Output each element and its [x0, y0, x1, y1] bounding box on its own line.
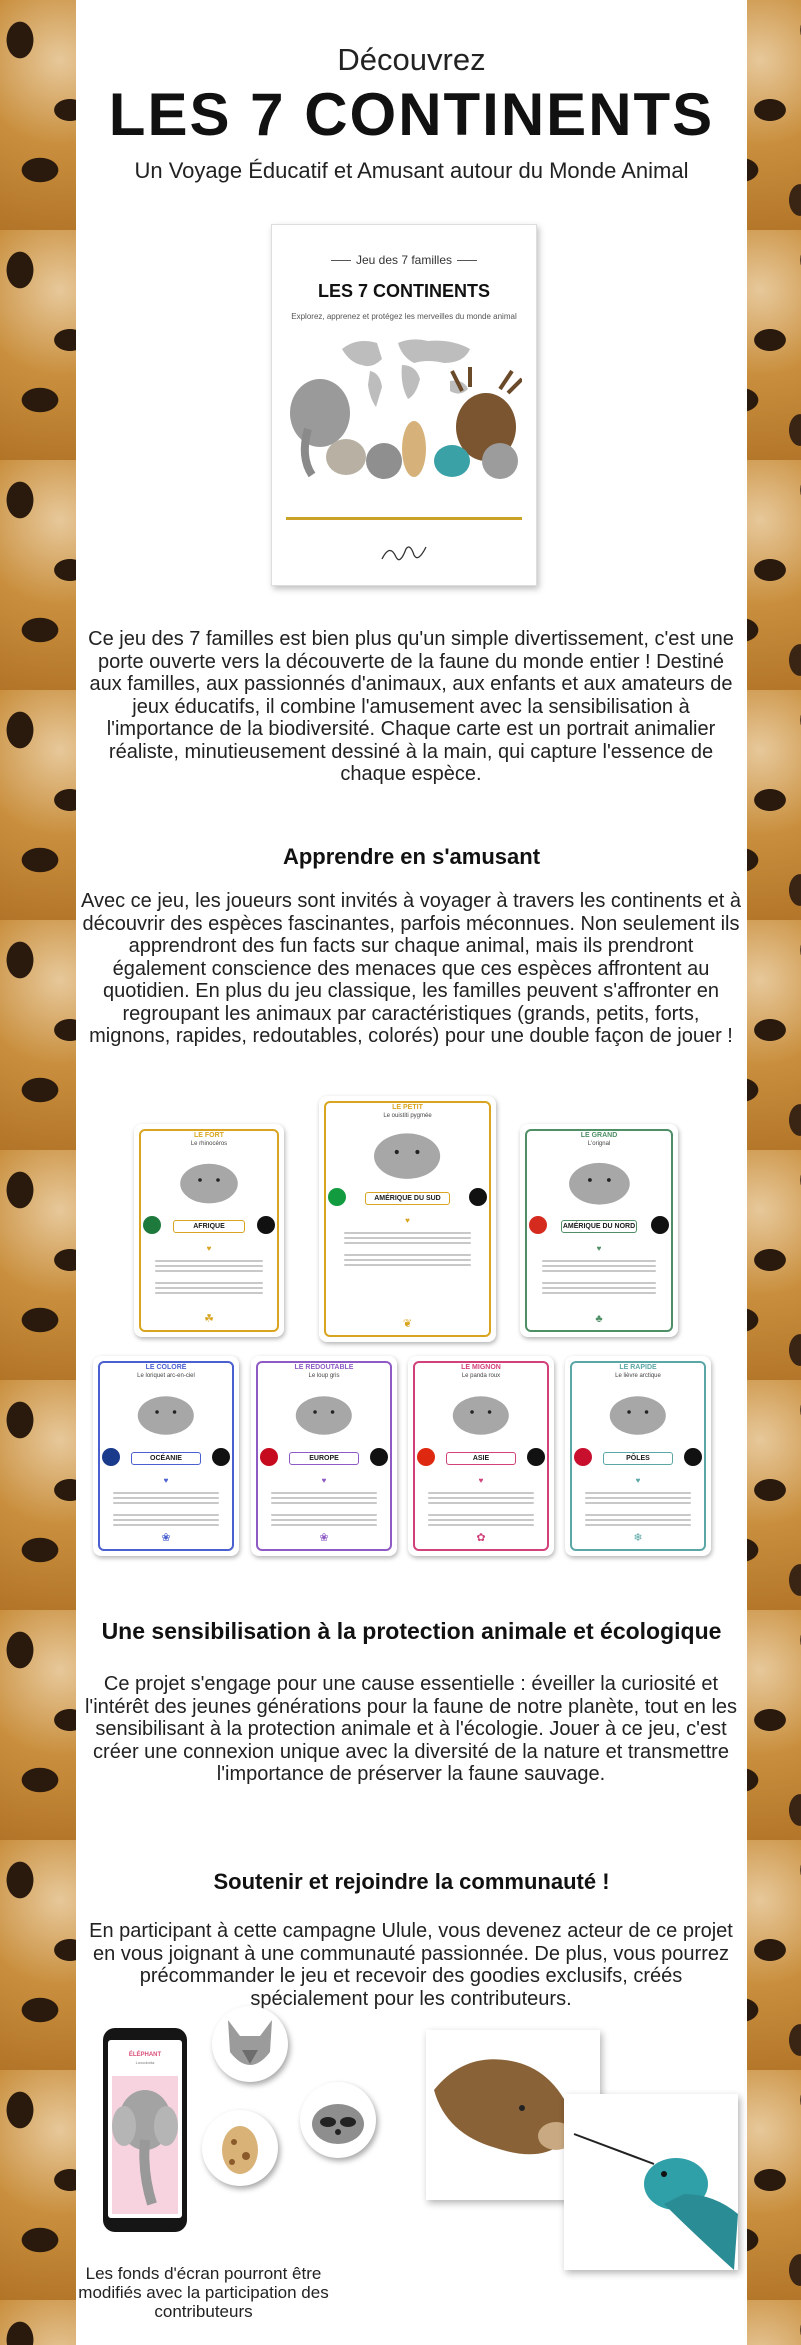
card-family: LE FORT — [194, 1132, 224, 1139]
card-text-lines — [271, 1489, 376, 1529]
section-heading-learn: Apprendre en s'amusant — [282, 844, 541, 869]
card-animal: Le loriquet arc-en-ciel — [137, 1373, 195, 1379]
family-card — [408, 1356, 554, 1556]
card-family: LE REDOUTABLE — [294, 1364, 354, 1371]
continent-map-icon — [684, 1448, 702, 1466]
raccoon-icon — [300, 2082, 376, 2158]
card-family: LE RAPIDE — [619, 1364, 657, 1371]
family-card — [251, 1356, 397, 1556]
elephant-illustration — [112, 2076, 178, 2214]
country-flag-icon — [529, 1216, 547, 1234]
acacia-icon: ☘ — [204, 1313, 214, 1325]
card-continent: AMÉRIQUE DU NORD — [561, 1220, 637, 1233]
giraffe-badge — [202, 2110, 278, 2186]
box-tagline: Explorez, apprenez et protégez les merveilles du monde animal — [291, 312, 517, 321]
header-subtitle: Découvrez — [337, 42, 486, 77]
family-card — [565, 1356, 711, 1556]
hummingbird-illustration — [564, 2094, 738, 2270]
box-kicker: Jeu des 7 familles — [272, 253, 536, 267]
card-animal: Le panda roux — [461, 1373, 501, 1379]
phone-screen — [108, 2040, 182, 2218]
card-continent: OCÉANIE — [131, 1452, 201, 1465]
gold-divider — [286, 517, 522, 520]
card-text-lines — [585, 1489, 690, 1529]
card-text-lines — [542, 1257, 656, 1297]
card-continent: EUROPE — [289, 1452, 359, 1465]
card-animal: Le loup gris — [308, 1373, 340, 1379]
content-panel — [76, 0, 747, 2345]
continent-map-icon — [257, 1216, 275, 1234]
card-continent: AMÉRIQUE DU SUD — [365, 1192, 450, 1205]
wallpaper-subtitle: Loxodonta — [135, 2060, 155, 2065]
family-card — [134, 1124, 284, 1337]
card-family: LE MIGNON — [461, 1364, 501, 1371]
box-title: LES 7 CONTINENTS — [317, 281, 491, 301]
continent-map-icon — [527, 1448, 545, 1466]
card-family: LE GRAND — [580, 1132, 618, 1139]
animal-portrait — [354, 1121, 460, 1183]
leaf-icon: ❦ — [402, 1318, 413, 1330]
section-text-community: En participant à cette campagne Ulule, vous devenez acteur de ce projet en vous joignant à une communauté passionnée. De plus, vous pourrez précommander le jeu et recevoir des goodies exclusifs, créés spécialement pour les contributeurs. — [89, 1920, 733, 2010]
continent-map-icon — [212, 1448, 230, 1466]
flower-icon: ❀ — [319, 1532, 329, 1544]
heart-icon: ♥ — [635, 1476, 641, 1485]
card-text-lines — [344, 1229, 471, 1269]
continent-map-icon — [469, 1188, 487, 1206]
heart-icon: ♥ — [206, 1244, 212, 1253]
section-text-learn: Avec ce jeu, les joueurs sont invités à voyager à travers les continents et à découvrir des espèces fascinantes, parfois méconnues. Non seulement ils apprendront des fun facts sur chaque animal, mais ils prendront également conscience des menaces que ces espèces affrontent au quotidien. En plus du jeu classique, les familles peuvent s'affronter en regroupant les animaux par caractéristiques (grands, petits, forts, mignons, rapides, redoutables, colorés) pour une double façon de jouer ! — [81, 890, 741, 1047]
game-box-image — [271, 224, 537, 586]
animal-portrait — [437, 1381, 525, 1443]
snowflake-icon: ❄ — [633, 1532, 643, 1544]
page-title: LES 7 CONTINENTS — [108, 81, 715, 148]
card-animal: Le rhinocéros — [190, 1141, 228, 1147]
giraffe-icon — [202, 2110, 278, 2186]
section-text-awareness: Ce projet s'engage pour une cause essentielle : éveiller la curiosité et l'intérêt des jeunes générations pour la faune de notre planète, tout en les sensibilisant à la protection animale et à l'écologie. Jouer à ce jeu, c'est créer une connexion unique avec la diversité de la nature et transmettre l'importance de préserver la faune sauvage. — [84, 1673, 738, 1785]
country-flag-icon — [328, 1188, 346, 1206]
card-family: LE PETIT — [392, 1104, 423, 1111]
heart-icon: ♥ — [596, 1244, 602, 1253]
card-text-lines — [428, 1489, 533, 1529]
family-card — [319, 1096, 496, 1342]
country-flag-icon — [143, 1216, 161, 1234]
heart-icon: ♥ — [405, 1216, 410, 1225]
country-flag-icon — [102, 1448, 120, 1466]
card-animal: Le ouistiti pygmée — [383, 1113, 432, 1119]
heart-icon: ♥ — [163, 1476, 169, 1485]
hummingbird-print — [564, 2094, 738, 2270]
animal-portrait — [122, 1381, 210, 1443]
heart-icon: ♥ — [478, 1476, 484, 1485]
section-heading-community: Soutenir et rejoindre la communauté ! — [213, 1869, 610, 1894]
phone-wallpaper-mockup — [103, 2028, 187, 2232]
heart-icon: ♥ — [321, 1476, 327, 1485]
card-continent: ASIE — [446, 1452, 516, 1465]
animal-portrait — [280, 1381, 368, 1443]
continent-map-icon — [651, 1216, 669, 1234]
country-flag-icon — [260, 1448, 278, 1466]
wallpaper-title: ÉLÉPHANT — [128, 2052, 162, 2058]
intro-paragraph: Ce jeu des 7 familles est bien plus qu'un simple divertissement, c'est une porte ouverte vers la découverte de la faune du monde entier ! Destiné aux familles, aux passionnés d'animaux, aux enfants et aux amateurs de jeux éducatifs, il combine l'amusement avec la sensibilisation à l'importance de la biodiversité. Chaque carte est un portrait animalier réaliste, minutieusement dessiné à la main, qui capture l'essence de chaque espèce. — [88, 628, 734, 785]
shell-icon: ❀ — [161, 1532, 171, 1544]
header-tagline: Un Voyage Éducatif et Amusant autour du Monde Animal — [134, 158, 689, 183]
raccoon-badge — [300, 2082, 376, 2158]
card-family: LE COLORÉ — [145, 1364, 187, 1371]
artist-signature — [376, 539, 432, 567]
card-continent: AFRIQUE — [173, 1220, 245, 1233]
country-flag-icon — [417, 1448, 435, 1466]
animals-illustration — [286, 365, 522, 481]
family-card — [93, 1356, 239, 1556]
section-heading-awareness: Une sensibilisation à la protection animale et écologique — [101, 1618, 722, 1644]
card-continent: PÔLES — [603, 1452, 673, 1465]
animal-portrait — [164, 1149, 254, 1211]
animal-portrait — [552, 1149, 647, 1211]
family-card — [520, 1124, 678, 1337]
country-flag-icon — [574, 1448, 592, 1466]
card-text-lines — [155, 1257, 263, 1297]
animal-portrait — [594, 1381, 682, 1443]
tree-icon: ♣ — [595, 1313, 603, 1325]
lotus-icon: ✿ — [476, 1532, 486, 1544]
card-animal: Le lièvre arctique — [615, 1373, 661, 1379]
continent-map-icon — [370, 1448, 388, 1466]
card-animal: L'orignal — [587, 1141, 611, 1147]
card-text-lines — [113, 1489, 218, 1529]
wolf-icon — [212, 2006, 288, 2082]
wolf-badge — [212, 2006, 288, 2082]
wallpaper-footnote: Les fonds d'écran pourront être modifiés avec la participation des contributeurs — [78, 2264, 329, 2321]
